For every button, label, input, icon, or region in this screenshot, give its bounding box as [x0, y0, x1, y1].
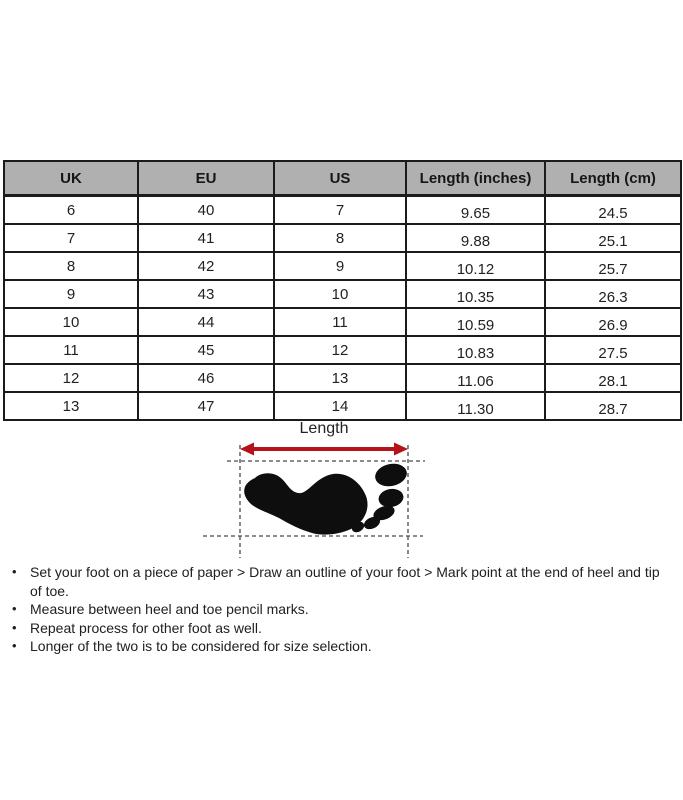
table-cell: 26.9: [545, 308, 681, 336]
table-cell: 26.3: [545, 280, 681, 308]
table-cell: 9.88: [406, 224, 545, 252]
table-cell: 47: [138, 392, 274, 420]
table-cell: 28.1: [545, 364, 681, 392]
table-row: [4, 196, 681, 225]
table-cell: 27.5: [545, 336, 681, 364]
table-cell: 7: [4, 224, 138, 252]
column-header-length-inches: Length (inches): [406, 161, 545, 196]
table-cell: 43: [138, 280, 274, 308]
table-cell: 42: [138, 252, 274, 280]
table-cell: 10.83: [406, 336, 545, 364]
instruction-item: • Repeat process for other foot as well.: [10, 619, 670, 638]
instruction-item: • Longer of the two is to be considered for size selection.: [10, 637, 670, 656]
instruction-item: • Measure between heel and toe pencil marks.: [10, 600, 670, 619]
table-row: [4, 224, 681, 252]
table-row: [4, 252, 681, 280]
table-row: [4, 280, 681, 308]
column-header-uk: UK: [4, 161, 138, 196]
table-cell: 11.30: [406, 392, 545, 420]
table-cell: 41: [138, 224, 274, 252]
length-label: Length: [299, 420, 349, 437]
instructions-list: [10, 563, 670, 656]
table-row: [4, 392, 681, 420]
table-cell: 12: [274, 336, 406, 364]
column-header-us: US: [274, 161, 406, 196]
column-header-length-cm: Length (cm): [545, 161, 681, 196]
foot-diagram-graphic: [195, 439, 440, 566]
table-cell: 9: [4, 280, 138, 308]
table-row: [4, 336, 681, 364]
table-cell: 10.12: [406, 252, 545, 280]
table-cell: 7: [274, 196, 406, 225]
table-cell: 14: [274, 392, 406, 420]
table-cell: 45: [138, 336, 274, 364]
table-header-row: [4, 161, 681, 196]
table-cell: 10.59: [406, 308, 545, 336]
table-cell: 25.7: [545, 252, 681, 280]
table-cell: 11: [4, 336, 138, 364]
table-cell: 12: [4, 364, 138, 392]
table-cell: 11: [274, 308, 406, 336]
column-header-eu: EU: [138, 161, 274, 196]
table-cell: 46: [138, 364, 274, 392]
table-row: [4, 308, 681, 336]
table-cell: 6: [4, 196, 138, 225]
table-row: [4, 364, 681, 392]
table-cell: 11.06: [406, 364, 545, 392]
table-cell: 44: [138, 308, 274, 336]
table-cell: 9.65: [406, 196, 545, 225]
table-cell: 10.35: [406, 280, 545, 308]
table-cell: 28.7: [545, 392, 681, 420]
table-cell: 13: [4, 392, 138, 420]
table-cell: 25.1: [545, 224, 681, 252]
size-chart-table: [3, 160, 682, 421]
table-cell: 8: [4, 252, 138, 280]
foot-measurement-diagram: [195, 420, 440, 566]
table-cell: 8: [274, 224, 406, 252]
table-cell: 9: [274, 252, 406, 280]
table-cell: 40: [138, 196, 274, 225]
table-cell: 24.5: [545, 196, 681, 225]
table-cell: 10: [4, 308, 138, 336]
instruction-item: • Set your foot on a piece of paper > Draw an outline of your foot > Mark point at the end of heel and tip of toe.: [10, 563, 670, 600]
table-cell: 13: [274, 364, 406, 392]
table-cell: 10: [274, 280, 406, 308]
footprint-icon: [244, 461, 409, 535]
length-arrow-icon: [240, 443, 408, 456]
